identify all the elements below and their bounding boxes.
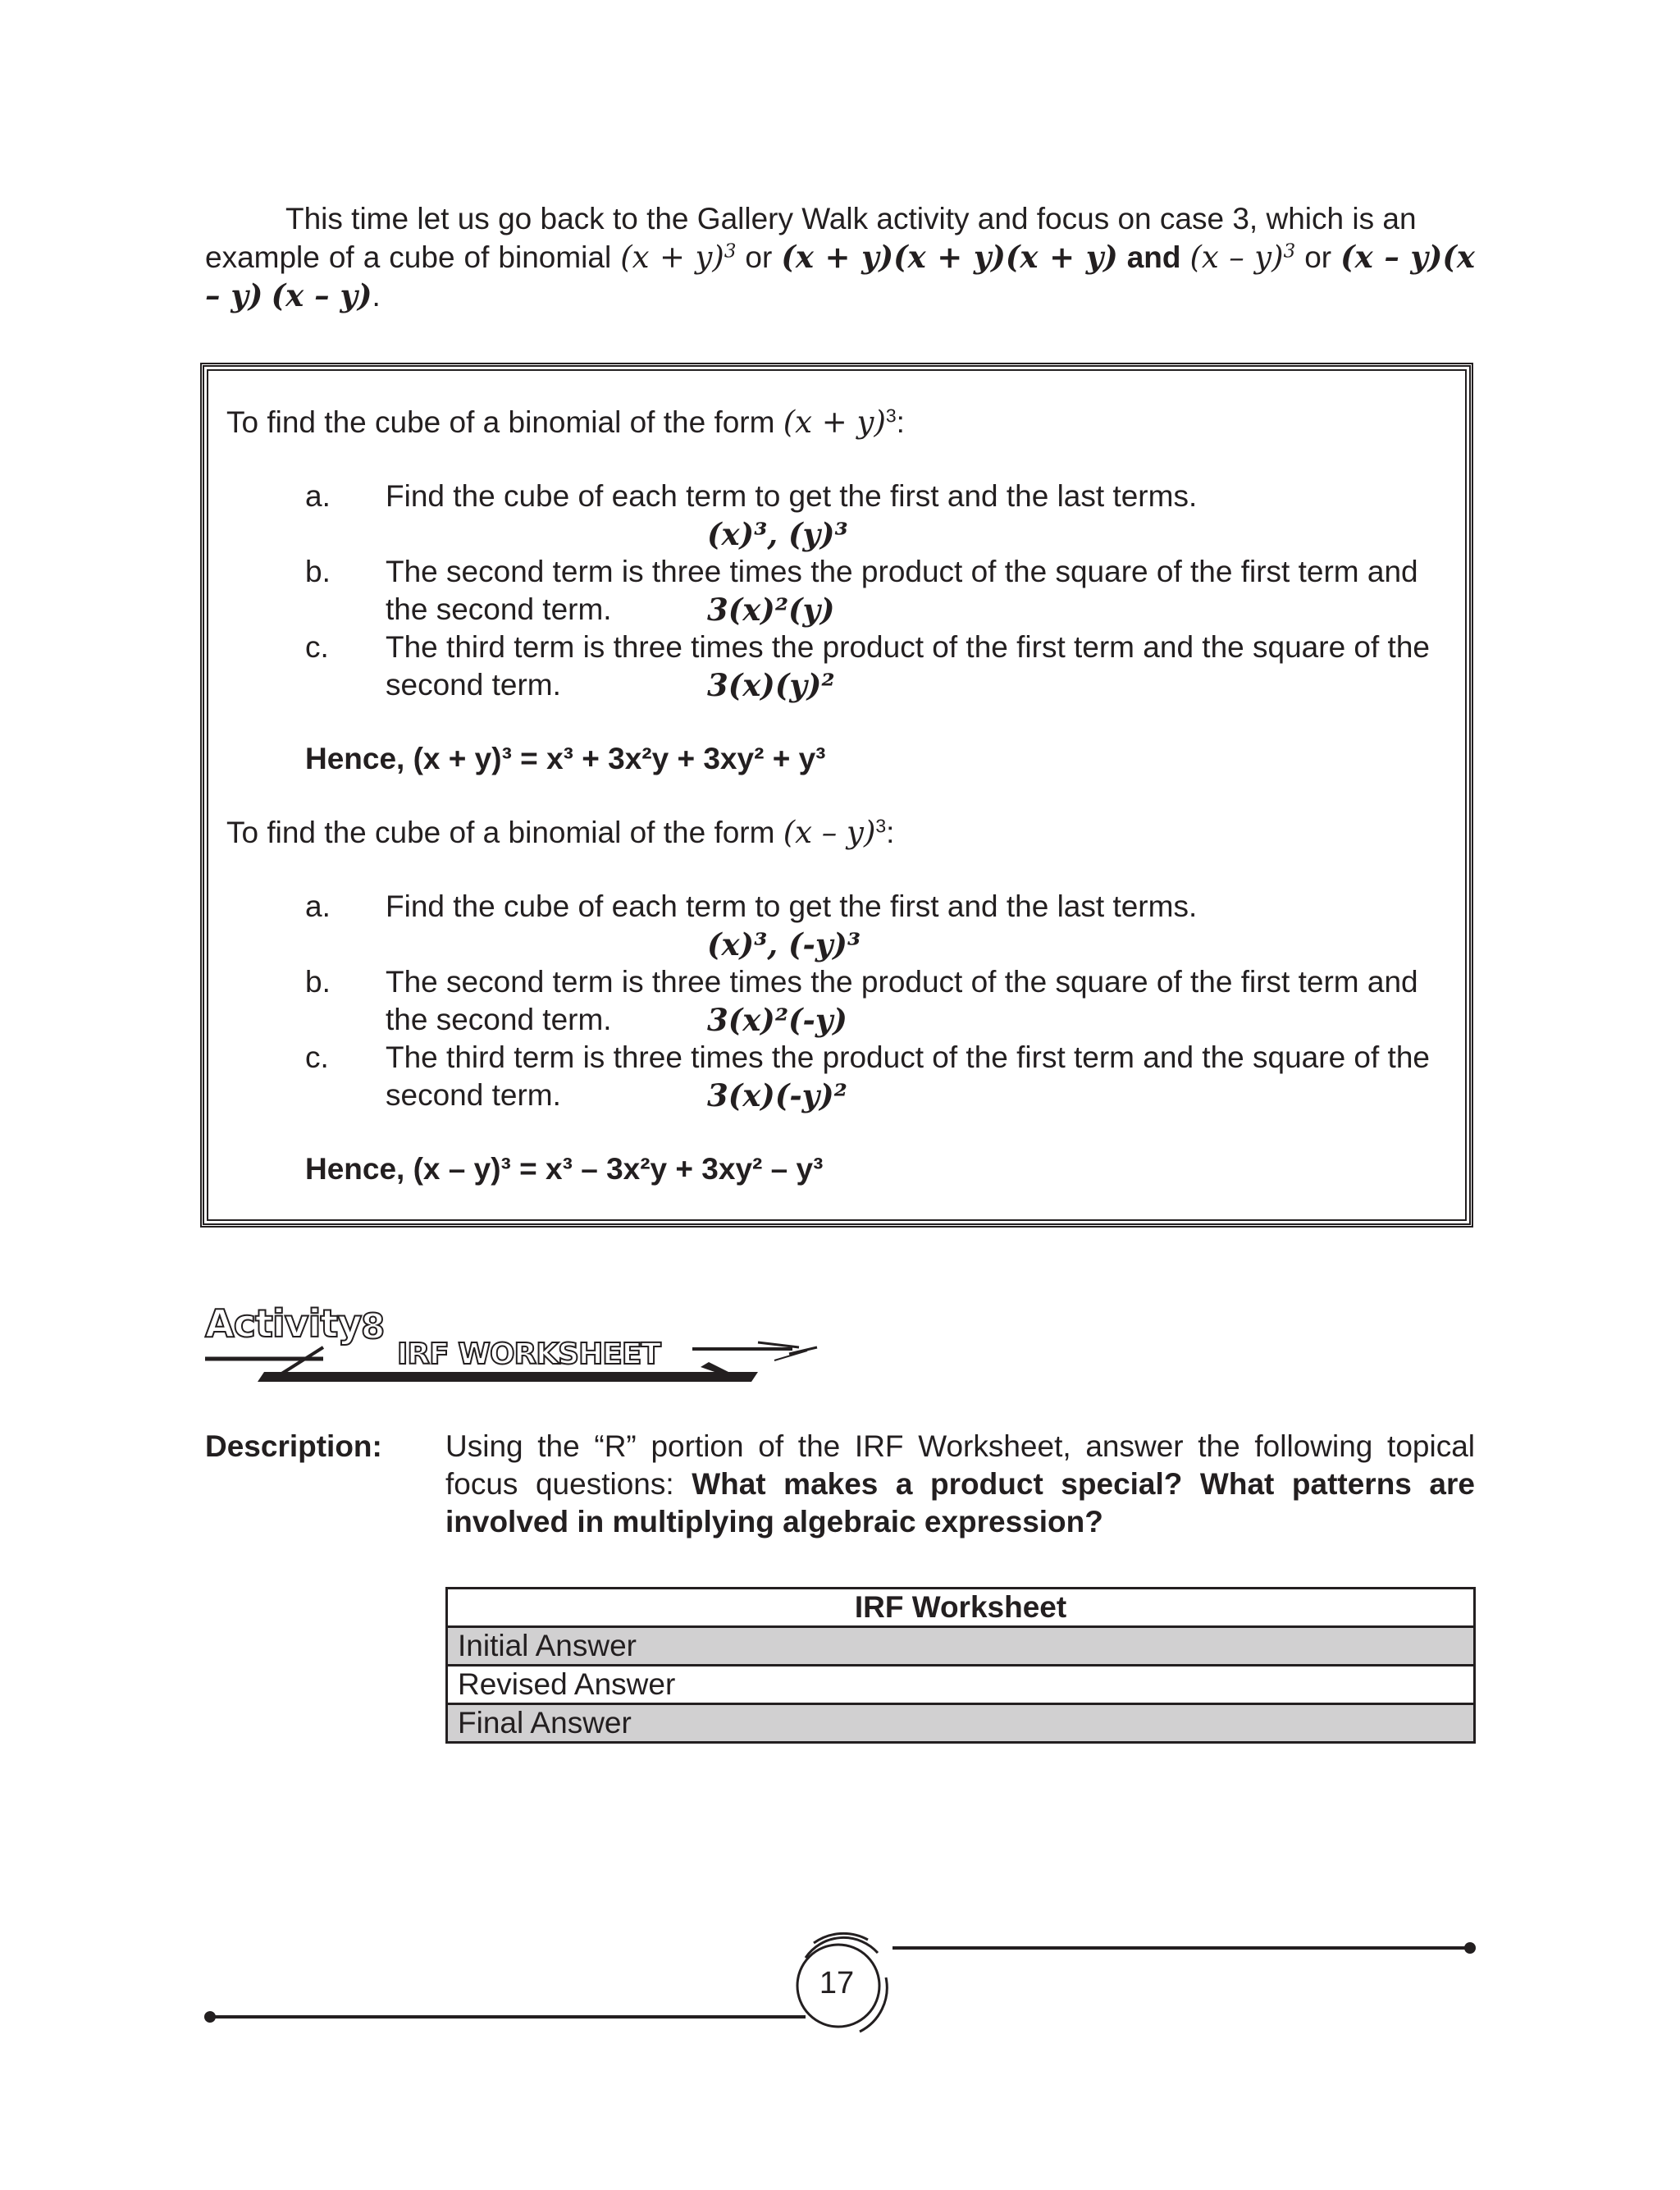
minus-header-expr: (x – y) (783, 815, 876, 850)
expr-minus-product: (x – y)(x – y) (205, 239, 1475, 313)
plus-header-expr: (x + y) (783, 405, 886, 440)
plus-hence-formula: Hence, (x + y)³ = x³ + 3x²y + 3xy² + y³ (305, 742, 826, 775)
minus-step-b-answer: 3(x)²(-y) (707, 1002, 847, 1038)
description-label: Description: (205, 1429, 382, 1463)
minus-step-b-text-2: the second term. (386, 1003, 612, 1036)
final-answer-cell[interactable]: Final Answer (447, 1704, 1475, 1743)
intro-line-1: This time let us go back to the Gallery Walk activity and focus on case 3, which is an (285, 202, 1417, 235)
plus-step-a-letter: a. (305, 479, 331, 513)
description-text: Using the “R” portion of the IRF Worksheet, answer the following topical focus questions: What makes a product special? What patterns are involved in multiplying algebraic expression? (445, 1429, 1475, 1538)
plus-step-c-text-2: second term. (386, 668, 561, 702)
expr-plus-product: (x + y)(x + y)(x + y) (781, 239, 1118, 275)
minus-step-c-text-2: second term. (386, 1078, 561, 1112)
expr-minus-last: (x – y) (271, 277, 372, 313)
plus-step-c-answer: 3(x)(y)² (707, 667, 835, 703)
revised-answer-cell[interactable]: Revised Answer (447, 1666, 1475, 1704)
plus-step-b-text-1: The second term is three times the product of the square of the first term and (386, 555, 1418, 588)
intro-text: or (1295, 240, 1341, 274)
irf-worksheet-table (445, 1587, 1476, 1744)
table-row (447, 1627, 1475, 1666)
intro-text: or (736, 240, 782, 274)
plus-header: To find the cube of a binomial of the form $(x + y)^3$: (226, 405, 905, 440)
minus-header: To find the cube of a binomial of the form (x – y)$^3$: (226, 815, 895, 850)
minus-step-c-letter: c. (305, 1040, 329, 1074)
focus-questions: What makes a product special? What patterns are involved in multiplying algebraic expression? (445, 1467, 1475, 1538)
minus-step-b-letter: b. (305, 965, 331, 999)
initial-answer-cell[interactable]: Initial Answer (447, 1627, 1475, 1666)
minus-hence-formula: Hence, (x – y)³ = x³ – 3x²y + 3xy² – y³ (305, 1152, 824, 1186)
table-title: IRF Worksheet (447, 1589, 1475, 1627)
table-row (447, 1704, 1475, 1743)
plus-step-a-text: Find the cube of each term to get the first and the last terms. (386, 479, 1198, 513)
activity-title: IRF WORKSHEET (397, 1337, 660, 1371)
expr-minus-cube: (x – y)$^3$ (1189, 240, 1296, 275)
plus-step-b-text-2: the second term. (386, 592, 612, 626)
intro-text: example of a cube of binomial (205, 240, 621, 274)
plus-step-c-letter: c. (305, 630, 329, 664)
intro-line-2: example of a cube of binomial $(x + y)^3$ or (x + y)(x + y)(x + y) and (x – y)$^3$ or (x – y)(x – y) (x – y). (205, 239, 1475, 313)
activity-number: 8 (361, 1306, 386, 1346)
minus-step-c-text-1: The third term is three times the product of the first term and the square of the (386, 1040, 1430, 1074)
minus-step-b-text-1: The second term is three times the product of the square of the first term and (386, 965, 1418, 999)
activity-label: Activity (205, 1301, 362, 1346)
intro-text: and (1117, 240, 1190, 274)
table-header-row (447, 1589, 1475, 1627)
plus-step-b-answer: 3(x)²(y) (707, 592, 835, 628)
plus-step-c-text-1: The third term is three times the product of the first term and the square of the (386, 630, 1430, 664)
intro-paragraph (205, 200, 1475, 315)
table-row (447, 1666, 1475, 1704)
minus-step-a-answer: (x)³, (-y)³ (707, 926, 861, 962)
minus-step-c-answer: 3(x)(-y)² (707, 1077, 847, 1113)
page-number: 17 (819, 1966, 855, 2000)
plus-step-b-letter: b. (305, 555, 331, 588)
minus-step-a-text: Find the cube of each term to get the first and the last terms. (386, 889, 1198, 923)
expr-plus-cube: $(x + y)^3$ (620, 240, 737, 275)
minus-step-a-letter: a. (305, 889, 331, 923)
plus-step-a-answer: (x)³, (y)³ (707, 516, 848, 552)
